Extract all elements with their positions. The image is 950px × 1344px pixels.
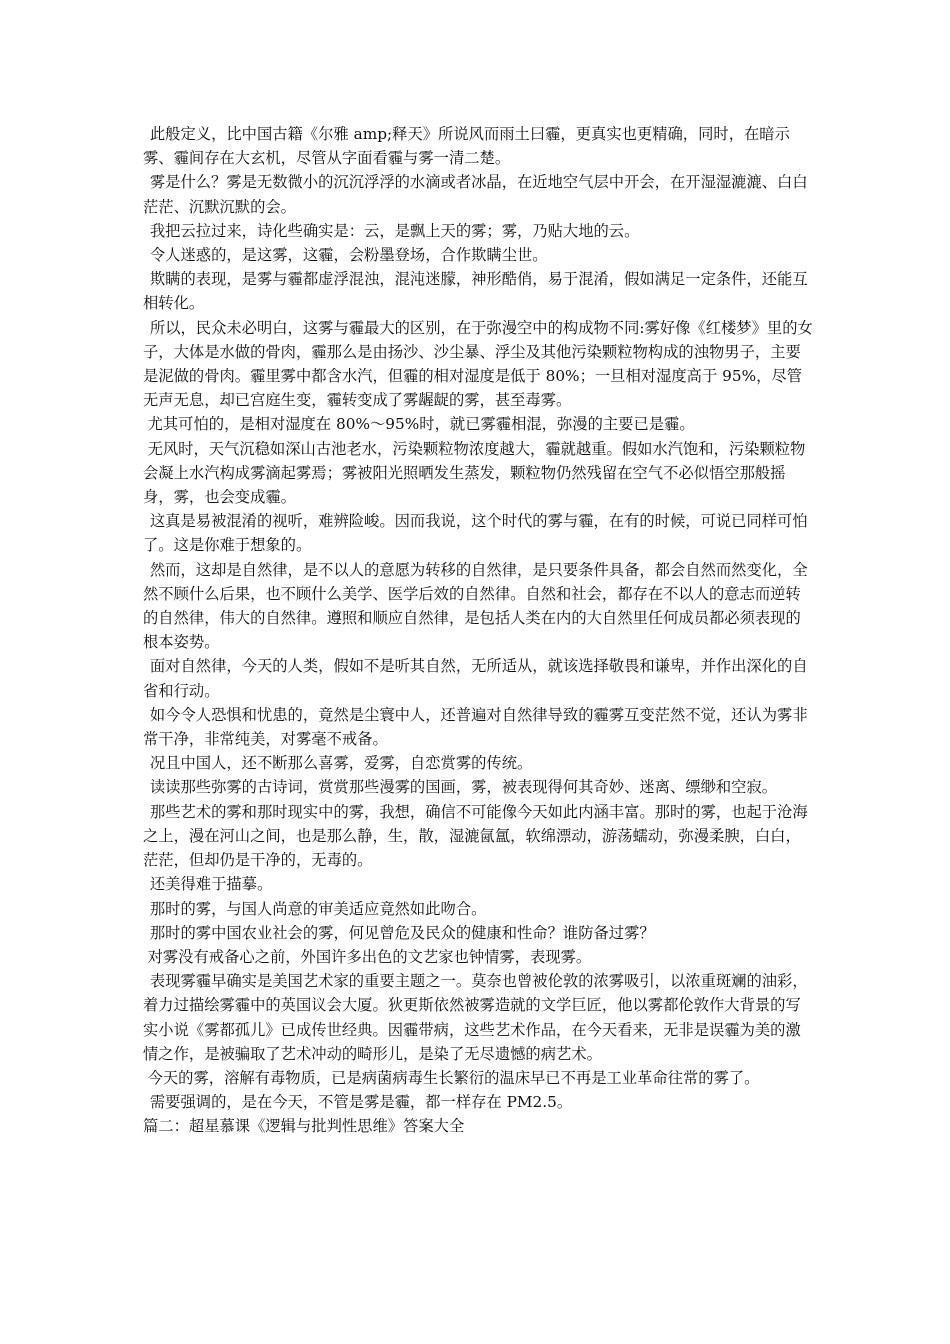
- paragraph-worry: 如今令人恐惧和忧患的，竟然是尘寰中人，还普遍对自然律导致的霾雾互变茫然不觉，还认为雾非常干净，非常纯美，对雾毫不戒备。: [143, 705, 808, 749]
- section-heading-part-two: 篇二：超星慕课《逻辑与批判性思维》答案大全: [143, 1117, 465, 1136]
- paragraph-definition: 此般定义，比中国古籍《尔雅 amp;释天》所说风而雨土曰霾，更真实也更精确，同时，在暗示雾、霾间存在大玄机，尽管从字面看霾与雾一清二楚。: [143, 125, 790, 168]
- paragraph-poems: 读读那些弥雾的古诗词，赏赏那些漫雾的国画，雾，被表现得何其奇妙、迷离、缥缈和空寂。: [149, 778, 778, 797]
- paragraph-beautiful: 还美得难于描摹。: [149, 875, 273, 894]
- paragraph-foreign-artists: 对雾没有戒备心之前，外国许多出色的文艺家也钟情雾，表现雾。: [147, 947, 592, 966]
- paragraph-deception: 欺瞒的表现，是雾与霾都虚浮混浊，混沌迷朦，神形酷俏，易于混淆，假如满足一定条件，还能互相转化。: [143, 270, 808, 313]
- paragraph-today-fog: 今天的雾，溶解有毒物质，已是病菌病毒生长繁衍的温床早已不再是工业革命往常的雾了。: [147, 1068, 760, 1087]
- document-body: [143, 122, 815, 1139]
- paragraph-agriculture: 那时的雾中国农业社会的雾，何见曾危及民众的健康和性命？谁防备过雾？: [149, 923, 655, 942]
- paragraph-confusing: 令人迷惑的，是这雾，这霾，会粉墨登场，合作欺瞒尘世。: [149, 246, 548, 265]
- paragraph-confusion: 这真是易被混淆的视听，难辨险峻。因而我说，这个时代的雾与霾，在有的时候，可说已同样可怕了。这是你难于想象的。: [143, 512, 808, 555]
- paragraph-aesthetic: 那时的雾，与国人尚意的审美适应竟然如此吻合。: [149, 899, 487, 918]
- paragraph-windless: 无风时，天气沉稳如深山古池老水，污染颗粒物浓度越大，霾就越重。假如水汽饱和，污染颗粒物会凝上水汽构成雾滴起雾焉；雾被阳光照晒发生蒸发，颗粒物仍然残留在空气不必似悟空那般摇身，雾，也会变成霾。: [143, 439, 806, 507]
- paragraph-pm25: 需要强调的，是在今天，不管是雾是霾，都一样存在 PM2.5。: [149, 1093, 573, 1112]
- paragraph-what-is-fog: 雾是什么？雾是无数微小的沉沉浮浮的水滴或者冰晶，在近地空气层中开会，在开湿湿漉漉、白白茫茫、沉默沉默的会。: [143, 173, 808, 216]
- paragraph-natural-law: 然而，这却是自然律，是不以人的意愿为转移的自然律，是只要条件具备，都会自然而然变化，全然不顾什么后果，也不顾什么美学、医学后效的自然律。自然和社会，都存在不以人的意志而逆转的自然律，伟大的自然律。遵照和顺应自然律，是包括人类在内的大自然里任何成员都必须表现的根本姿势。: [143, 560, 808, 652]
- paragraph-artistic-fog: 那些艺术的雾和那时现实中的雾，我想，确信不可能像今天如此内涵丰富。那时的雾，也起于沧海之上，漫在河山之间，也是那么静，生，散，湿漉氤氲，软绵漂动，游荡蠕动，弥漫柔腴，白白，茫茫，但却仍是干净的，无毒的。: [143, 802, 808, 870]
- paragraph-facing-law: 面对自然律，今天的人类，假如不是听其自然，无所适从，就该选择敬畏和谦卑，并作出深化的自省和行动。: [143, 657, 808, 700]
- paragraph-cloud: 我把云拉过来，诗化些确实是：云，是飘上天的雾；雾，乃贴大地的云。: [149, 221, 640, 240]
- paragraph-chinese-love-fog: 况且中国人，还不断那么喜雾，爱雾，自恋赏雾的传统。: [149, 754, 533, 773]
- paragraph-difference: 所以，民众未必明白，这雾与霾最大的区别，在于弥漫空中的构成物不同:雾好像《红楼梦》里的女子，大体是水做的骨肉，霾那么是由扬沙、沙尘暴、浮尘及其他污染颗粒物构成的浊物男子，主要是泥做的骨肉。霾里雾中都含水汽，但霾的相对湿度是低于 80%；一旦相对湿度高于 95%，尽管无声无息，却已宫庭生变，霾转变成了雾龌龊的雾，甚至毒雾。: [143, 318, 813, 410]
- paragraph-monet-dickens: 表现雾霾早确实是美国艺术家的重要主题之一。莫奈也曾被伦敦的浓雾吸引，以浓重斑斓的油彩，着力过描绘雾霾中的英国议会大厦。狄更斯依然被雾造就的文学巨匠，他以雾都伦敦作大背景的写实小说《雾都孤儿》已成传世经典。因霾带病，这些艺术作品，在今天看来，无非是误霾为美的激情之作，是被骗取了艺术冲动的畸形儿，是染了无尽遗憾的病艺术。: [143, 972, 808, 1063]
- paragraph-humidity: 尤其可怕的，是相对湿度在 80%～95%时，就已雾霾相混，弥漫的主要已是霾。: [147, 415, 695, 434]
